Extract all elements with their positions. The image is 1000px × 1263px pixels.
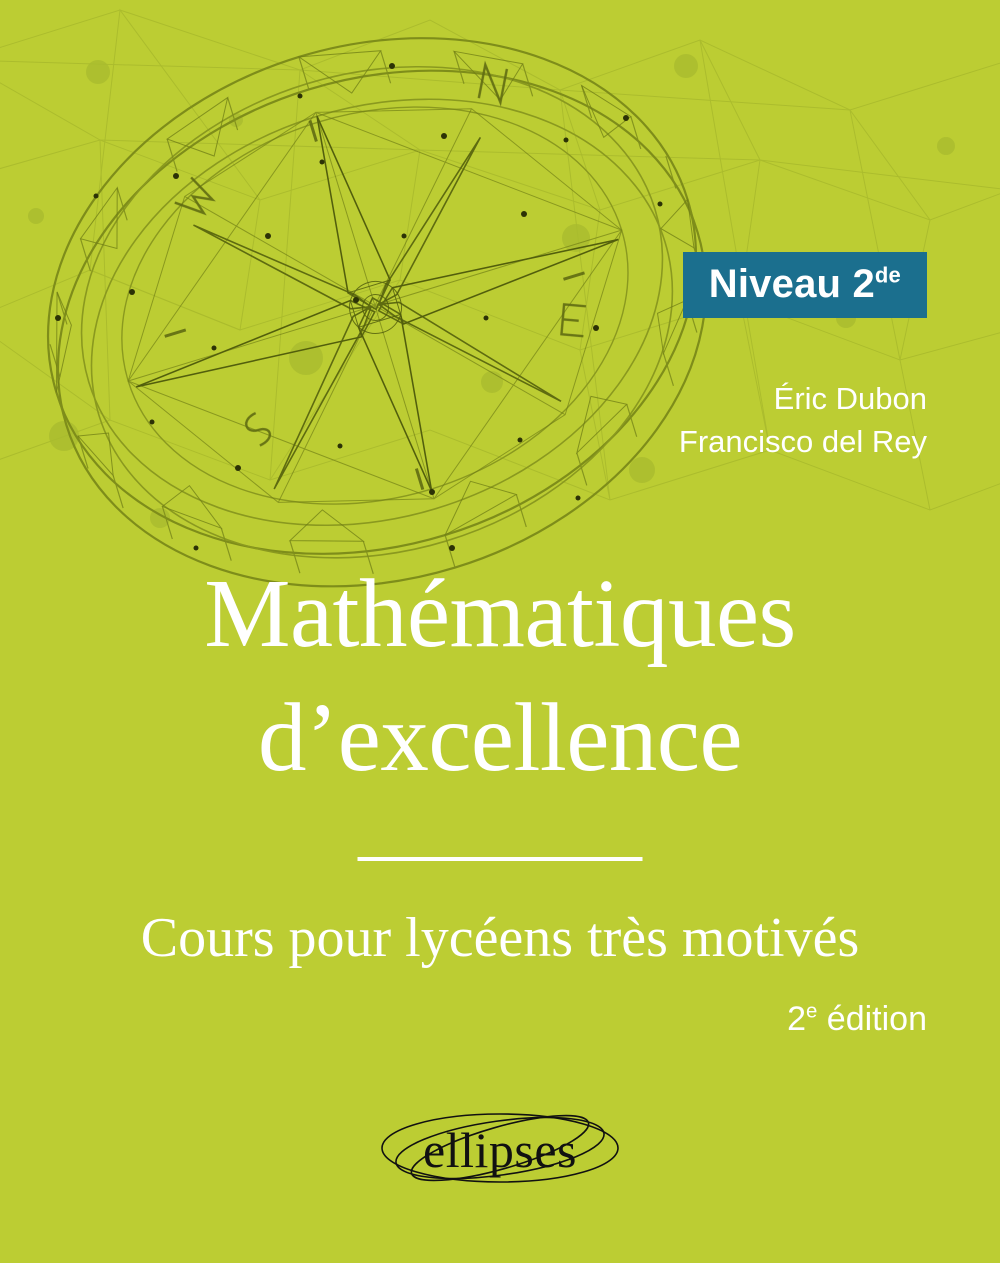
edition-ordinal: e: [806, 1000, 818, 1023]
level-badge-label: Niveau 2: [708, 262, 875, 306]
edition-label: [787, 1000, 927, 1039]
publisher-logo: [380, 1093, 620, 1203]
authors: [679, 378, 927, 464]
level-badge: [683, 252, 927, 318]
level-badge-superscript: de: [874, 262, 901, 288]
edition-word: édition: [817, 1000, 927, 1038]
author-name: Francisco del Rey: [678, 423, 927, 459]
title-line-2: d’excellence: [257, 684, 743, 792]
book-subtitle: Cours pour lycéens très motivés: [140, 907, 860, 969]
publisher-name: ellipses: [423, 1122, 577, 1178]
title-line-1: Mathématiques: [204, 560, 796, 667]
title-divider: [358, 857, 643, 861]
edition-number: 2: [787, 1000, 807, 1038]
book-title: [0, 552, 1000, 800]
author-name: Éric Dubon: [773, 381, 927, 416]
